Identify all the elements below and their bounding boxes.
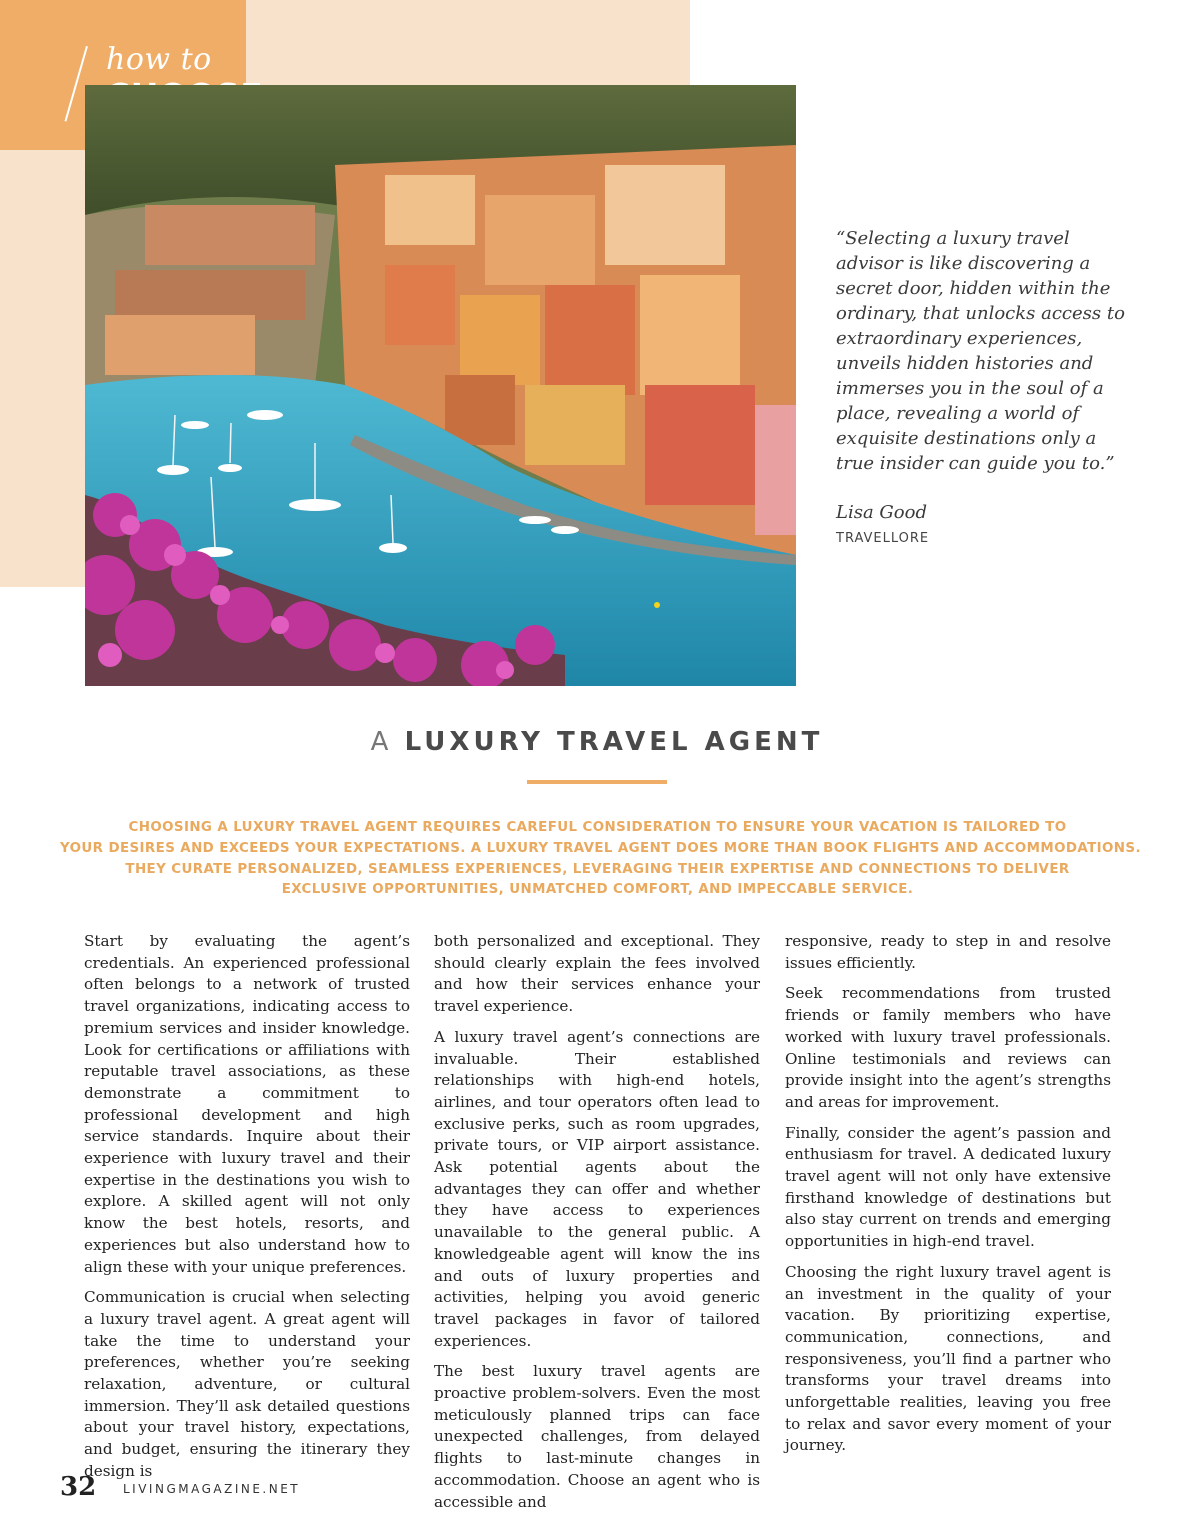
section-tag-line1: how to — [106, 42, 212, 77]
page-number: 32 — [60, 1472, 97, 1502]
body-paragraph: Choosing the right luxury travel agent is an investment in the quality of your vacation. By prioritizing expertise, communication, connections, and responsiveness, you’ll find a partner who transforms your travel dreams into unforgettable realities, leaving you free to relax and savor every moment of your journey. — [785, 1262, 1111, 1455]
body-paragraph: A luxury travel agent’s connections are invaluable. Their established relationships with high-end hotels, airlines, and tour operators often lead to exclusive perks, such as room upgrades, private tours, or VIP airport assistance. Ask potential agents about the advantages they can offer and whether they have access to experiences unavailable to the general public. A knowledgeable agent will know the ins and outs of luxury properties and activities, helping you avoid generic travel packages in favor of tailored experiences. — [434, 1027, 760, 1350]
quote-organization: TRAVELLORE — [836, 531, 930, 546]
body-paragraph: Seek recommendations from trusted friends or family members who have worked with luxury travel professionals. Online testimonials and reviews can provide insight into the agent’s strengths and areas for improvement. — [785, 984, 1111, 1111]
body-paragraph: both personalized and exceptional. They should clearly explain the fees involved and how their services enhance your travel experience. — [434, 932, 760, 1016]
body-column-2 — [434, 931, 760, 1522]
body-column-3 — [785, 931, 1111, 1466]
article-title-prefix: A — [370, 727, 393, 757]
intro-line: EXCLUSIVE OPPORTUNITIES, UNMATCHED COMFORT, AND IMPECCABLE SERVICE. — [281, 882, 914, 898]
intro-paragraph — [60, 818, 1141, 901]
intro-line: THEY CURATE PERSONALIZED, SEAMLESS EXPERIENCES, LEVERAGING THEIR EXPERTISE AND CONNECTIONS TO DELIVER — [125, 861, 1070, 877]
body-paragraph: responsive, ready to step in and resolve issues efficiently. — [785, 932, 1111, 972]
quote-author: Lisa Good — [836, 502, 927, 523]
intro-line: CHOOSING A LUXURY TRAVEL AGENT REQUIRES CAREFUL CONSIDERATION TO ENSURE YOUR VACATION IS TAILORED TO — [128, 820, 1067, 835]
body-paragraph: Start by evaluating the agent’s credentials. An experienced professional often belongs to a network of trusted travel organizations, indicating access to premium services and insider knowledge. Look for certifications or affiliations with reputable travel associations, as these demonstrate a commitment to professional development and high service standards. Inquire about their experience with luxury travel and their expertise in the destinations you wish to explore. A skilled agent will not only know the best hotels, resorts, and experiences but also understand how to align these with your unique preferences. — [84, 932, 410, 1276]
article-title-main: LUXURY TRAVEL AGENT — [404, 727, 824, 757]
site-url: LIVINGMAGAZINE.NET — [123, 1482, 301, 1496]
body-paragraph: Finally, consider the agent’s passion and enthusiasm for travel. A dedicated luxury travel agent will not only have extensive firsthand knowledge of destinations but also stay current on trends and emerging opportunities in high-end travel. — [785, 1123, 1111, 1251]
body-paragraph: The best luxury travel agents are proactive problem-solvers. Even the most meticulously planned trips can face unexpected challenges, from delayed flights to last-minute changes in accommodation. Choose an agent who is accessible and — [434, 1362, 760, 1511]
title-underline — [527, 780, 667, 784]
body-paragraph: Communication is crucial when selecting a luxury travel agent. A great agent will take the time to understand your preferences, whether you’re seeking relaxation, adventure, or cultural immersion. They’ll ask detailed questions about your travel history, expectations, and budget, ensuring the itinerary they design is — [84, 1288, 410, 1480]
coastal-town-photo — [85, 85, 796, 686]
pull-quote: “Selecting a luxury travel advisor is like discovering a secret door, hidden within the ordinary, that unlocks access to extraordinary experiences, unveils hidden histories and immerses you in the soul of a place, revealing a world of exquisite destinations only a true insider can guide you to.” — [836, 228, 1125, 474]
intro-line: YOUR DESIRES AND EXCEEDS YOUR EXPECTATIONS. A LUXURY TRAVEL AGENT DOES MORE THAN BOOK FLIGHTS AND ACCOMMODATIONS. — [60, 840, 1141, 856]
article-title — [0, 727, 1194, 757]
body-column-1 — [84, 931, 410, 1492]
